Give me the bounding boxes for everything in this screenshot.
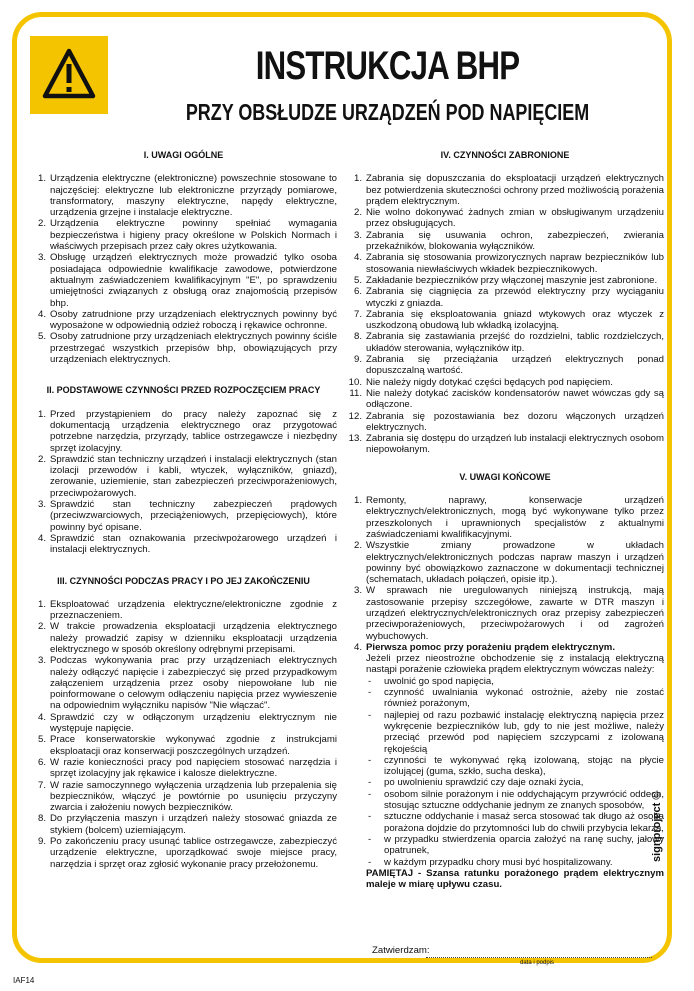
warning-triangle-icon — [30, 36, 108, 114]
list-item: 12. Zabrania się pozostawiania bez dozoru włączonych urządzeń elektrycznych. — [348, 410, 664, 433]
list-item: 1. Remonty, naprawy, konserwacje urządzeń elektrycznych/elektronicznych, mogą być wykonywane tylko przez przeszkolonych i uprawnionych specjalistów z aktualnymi zaświadczeniami kwalifikacyjnymi. — [353, 495, 664, 540]
list-item: 2. Nie wolno dokonywać żadnych zmian w obsługiwanym urządzeniu przez obsługujących. — [353, 207, 664, 230]
approve-label: Zatwierdzam: — [372, 945, 430, 956]
list-item: 9. Zabrania się przeciążania urządzeń elektrycznych ponad dopuszczalną wartość. — [353, 354, 664, 377]
list-item: 8. Do przyłączenia maszyn i urządzeń należy stosować gniazda ze stykiem (bolcem) uziemiającym. — [37, 813, 337, 836]
first-aid-list — [366, 676, 664, 868]
list-item: - po uwolnieniu sprawdzić czy daje oznaki życia, — [368, 777, 584, 789]
list-item: 4. Zabrania się stosowania prowizorycznych napraw bezpieczników lub stosowania niewłaściwych wkładek bezpiecznikowych. — [353, 252, 664, 275]
list-item: 10. Nie należy nigdy dotykać części będących pod napięciem. — [348, 376, 613, 388]
first-aid-intro: Jeżeli przez nieostrożne obchodzenie się z instalacją elektryczną nastąpi porażenie człowieka prądem elektrycznym wówczas należy: — [366, 653, 664, 676]
left-column — [30, 150, 337, 870]
list-item: 7. W razie samoczynnego wyłączenia urządzenia lub przepalenia się bezpieczników, włączyć je powtórnie po usunięciu przyczyny zwarcia i założeniu nowych bezpieczników. — [37, 779, 337, 814]
page-title: INSTRUKCJA BHP — [255, 44, 520, 88]
section-5-list — [346, 495, 664, 890]
list-item: 9. Po zakończeniu pracy usunąć tablice ostrzegawcze, zabezpieczyć urządzenie elektryczne, uporządkować swoje miejsce pracy, narzędzia i sprzęt oraz zgłosić wykonanie pracy przełożonemu. — [37, 836, 337, 870]
list-item: 5. Zakładanie bezpieczników przy włączonej maszynie jest zabronione. — [353, 274, 658, 286]
list-item: 11. Nie należy dotykać zacisków kondensatorów nawet wówczas gdy są odłączone. — [349, 387, 664, 411]
section-title: I. UWAGI OGÓLNE — [143, 150, 224, 160]
list-item: - uwolnić go spod napięcia, — [368, 675, 494, 687]
first-aid-item: 4. Pierwsza pomoc przy porażeniu prądem elektrycznym. Jeżeli przez nieostrożne obchodzenie się z instalacją elektryczną nastąpi porażenie człowieka prądem elektrycznym wówczas należy: - uwolnić go spod napięcia, - czynność uwalniania wykonać ostrożnie, ażeby nie zostać również porażonym, - najlepiej od razu pozbawić instalację elektryczną napięcia przez wykręcenie bezpieczników lub, gdy to nie jest możliwe, należy przeciąć przewód pod napięciem szczypcami z izolowaną rękojeścią - czynności te wykonywać ręką izolowaną, stojąc na płycie izolującej (guma, szkło, sucha deska), - po uwolnieniu sprawdzić czy daje oznaki życia, - osobom silnie porażonym i nie oddychającym przywrócić oddech, stosując sztuczne oddychanie jednym ze znanych sposobów, - sztuczne oddychanie i masaż serca stosować tak długo aż osoba porażona dojdzie do przytomności lub do chwili przybycia lekarza, - w przypadku stwierdzenia oparcia założyć na ranę suchy, jałowy opatrunek, - w każdym przypadku chory musi być hospitalizowany. PAMIĘTAJ - Szansa ratunku porażonego prądem elektrycznym maleje w miarę upływu czasu. — [353, 641, 664, 891]
list-item: 5. Prace konserwatorskie wykonywać zgodnie z instrukcjami eksploatacji oraz konserwacji poszczególnych urządzeń. — [37, 734, 337, 757]
list-item: 3. Obsługę urządzeń elektrycznych może prowadzić tylko osoba posiadająca odpowiednie kwalifikacje zawodowe, potwierdzone aktualnym zaświadczeniem kwalifikacyjnym "E", po sprawdzeniu umiejętności związanych z obsługą oraz znajomością przepisów bhp. — [37, 252, 337, 309]
section-1-list — [30, 173, 337, 365]
list-item: 1. Zabrania się dopuszczania do eksploatacji urządzeń elektrycznych bez potwierdzenia skuteczności ochrony przed możliwością porażenia prądem elektrycznym. — [353, 173, 664, 207]
page-subtitle: PRZY OBSŁUDZE URZĄDZEŃ POD NAPIĘCIEM — [185, 99, 590, 125]
remember-note: PAMIĘTAJ - Szansa ratunku porażonego prądem elektrycznym maleje w miarę upływu czasu. — [366, 867, 664, 891]
list-item: - osobom silnie porażonym i nie oddychającym przywrócić oddech, stosując sztuczne oddychanie jednym ze znanych sposobów, — [368, 788, 664, 812]
list-item: - w każdym przypadku chory musi być hospitalizowany. — [368, 856, 613, 868]
list-item: - czynność uwalniania wykonać ostrożnie, ażeby nie zostać również porażonym, — [368, 687, 664, 710]
list-item: 4. Sprawdzić stan oznakowania przeciwpożarowego urządzeń i instalacji elektrycznych. — [37, 532, 337, 556]
section-title: V. UWAGI KOŃCOWE — [459, 471, 551, 482]
list-item: 6. W razie konieczności pracy pod napięciem stosować narzędzia i sprzęt izolacyjny jak rękawice i kalosze dielektryczne. — [37, 756, 337, 780]
section-2-list — [30, 409, 337, 556]
list-item: 1. Urządzenia elektryczne (elektroniczne) powszechnie stosowane to najczęściej: elektryczne lub elektroniczne przyrządy pomiarowe, transformatory, maszyny elektryczne, napędy elektryczne, urządzenia grzejne i instalacje elektryczne. — [37, 173, 337, 219]
list-item: 8. Zabrania się zastawiania przejść do rozdzielni, tablic rozdzielczych, układów sterowania, wyłączników itp. — [353, 331, 664, 354]
list-item: 2. W trakcie prowadzenia eksploatacji urządzenia elektrycznego należy prowadzić zapisy w dzienniku eksploatacji urządzenia elektrycznego w sposób określony odrębnymi przepisami. — [37, 621, 337, 655]
list-item: 4. Osoby zatrudnione przy urządzeniach elektrycznych powinny być wyposażone w odpowiednią odzież roboczą i rękawice ochronne. — [37, 308, 337, 332]
section-3-list — [30, 599, 337, 870]
brand-mark: signproject © — [651, 791, 663, 862]
list-item: 7. Zabrania się eksploatowania gniazd wtykowych oraz wtyczek z uszkodzoną obudową lub wkładką izolacyjną. — [353, 308, 664, 332]
list-item: 3. Zabrania się usuwania ochron, zabezpieczeń, zwierania przekaźników, blokowania wyłączników. — [353, 229, 664, 253]
warning-sign — [30, 36, 108, 114]
section-title: II. PODSTAWOWE CZYNNOŚCI PRZED ROZPOCZĘCIEM PRACY — [46, 385, 321, 396]
list-item: 3. W sprawach nie uregulowanych niniejszą instrukcją, mają zastosowanie przepisy szczegółowe, zawarte w DTR maszyn i urządzeń elektrycznych/elektronicznych oraz przepisy zabezpieczeń przeciwporażeniowych, przeciwpożarowych i od zagrożeń wybuchowych. — [353, 585, 664, 642]
signature-line — [426, 957, 652, 958]
list-item: 3. Podczas wykonywania prac przy urządzeniach elektrycznych należy odłączyć napięcie i zabezpieczyć się przed przypadkowym załączeniem urządzenia przez osoby niepowołane lub nie poinformowane o celowym odłączeniu napięcia przez wywieszenie na odpowiednim wyłączniku napisów "Nie włączać". — [37, 655, 337, 712]
list-item: 5. Osoby zatrudnione przy urządzeniach elektrycznych powinny ściśle przestrzegać wszystkich przepisów bhp, obowiązujących przy urządzeniach elektrycznych. — [37, 331, 337, 366]
list-item: 1. Przed przystąpieniem do pracy należy zapoznać się z dokumentacją urządzenia elektrycznego oraz przygotować potrzebne narzędzia, przyrządy, tablice ostrzegawcze i niezbędny sprzęt izolacyjny. — [37, 408, 337, 454]
list-item: - sztuczne oddychanie i masaż serca stosować tak długo aż osoba porażona dojdzie do przytomności lub do chwili przybycia lekarza, — [368, 811, 664, 834]
section-4-list — [346, 173, 664, 455]
section-title: III. CZYNNOŚCI PODCZAS PRACY I PO JEJ ZAKOŃCZENIU — [57, 575, 310, 586]
list-item: 1. Eksploatować urządzenia elektryczne/elektroniczne zgodnie z przeznaczeniem. — [37, 598, 337, 622]
list-item: - czynności te wykonywać ręką izolowaną, stojąc na płycie izolującej (guma, szkło, sucha deska), — [368, 754, 664, 778]
list-item: 4. Sprawdzić czy w odłączonym urządzeniu elektrycznym nie występuje napięcie. — [37, 711, 337, 735]
list-item: 2. Sprawdzić stan techniczny urządzeń i instalacji elektrycznych (stan izolacji przewodów i kabli, wtyczek, wyłączników, gniazd), zerowanie, uziemienie, stan zabezpieczeń przeciwporażeniowych, przeciwpożarowych. — [37, 453, 337, 499]
list-item: - w przypadku stwierdzenia oparcia założyć na ranę suchy, jałowy opatrunek, — [368, 833, 664, 857]
list-item: 3. Sprawdzić stan techniczny zabezpieczeń prądowych (przeciwzwarciowych, przeciążeniowych, przepięciowych), które powinny być opisane. — [37, 499, 337, 533]
signature-caption: data i podpis — [520, 960, 555, 966]
list-item: 6. Zabrania się ciągnięcia za przewód elektryczny przy wyciąganiu wtyczki z gniazda. — [353, 286, 664, 309]
product-code: IAF14 — [13, 976, 35, 985]
first-aid-heading: Pierwsza pomoc przy porażeniu prądem elektrycznym. — [366, 641, 615, 653]
section-title: IV. CZYNNOŚCI ZABRONIONE — [440, 150, 570, 160]
list-item: 13. Zabrania się dostępu do urządzeń lub instalacji elektrycznych osobom niepowołanym. — [348, 433, 664, 456]
list-item: 2. Urządzenia elektryczne powinny spełniać wymagania bezpieczeństwa i higieny pracy określone w Polskich Normach i właściwych przepisach przez cały okres użytkowania. — [37, 218, 337, 253]
list-item: - najlepiej od razu pozbawić instalację elektryczną napięcia przez wykręcenie bezpieczników lub, gdy to nie jest możliwe, należy przeciąć przewód pod napięciem szczypcami z izolowaną rękojeścią — [368, 709, 664, 755]
list-item: 2. Wszystkie zmiany prowadzone w układach elektrycznych/elektronicznych podczas napraw maszyn i urządzeń powinny być obowiązkowo zaznaczone w dokumentacji technicznej (schematach, układach połączeń, opisie itp.). — [353, 540, 664, 586]
right-column — [346, 150, 664, 890]
